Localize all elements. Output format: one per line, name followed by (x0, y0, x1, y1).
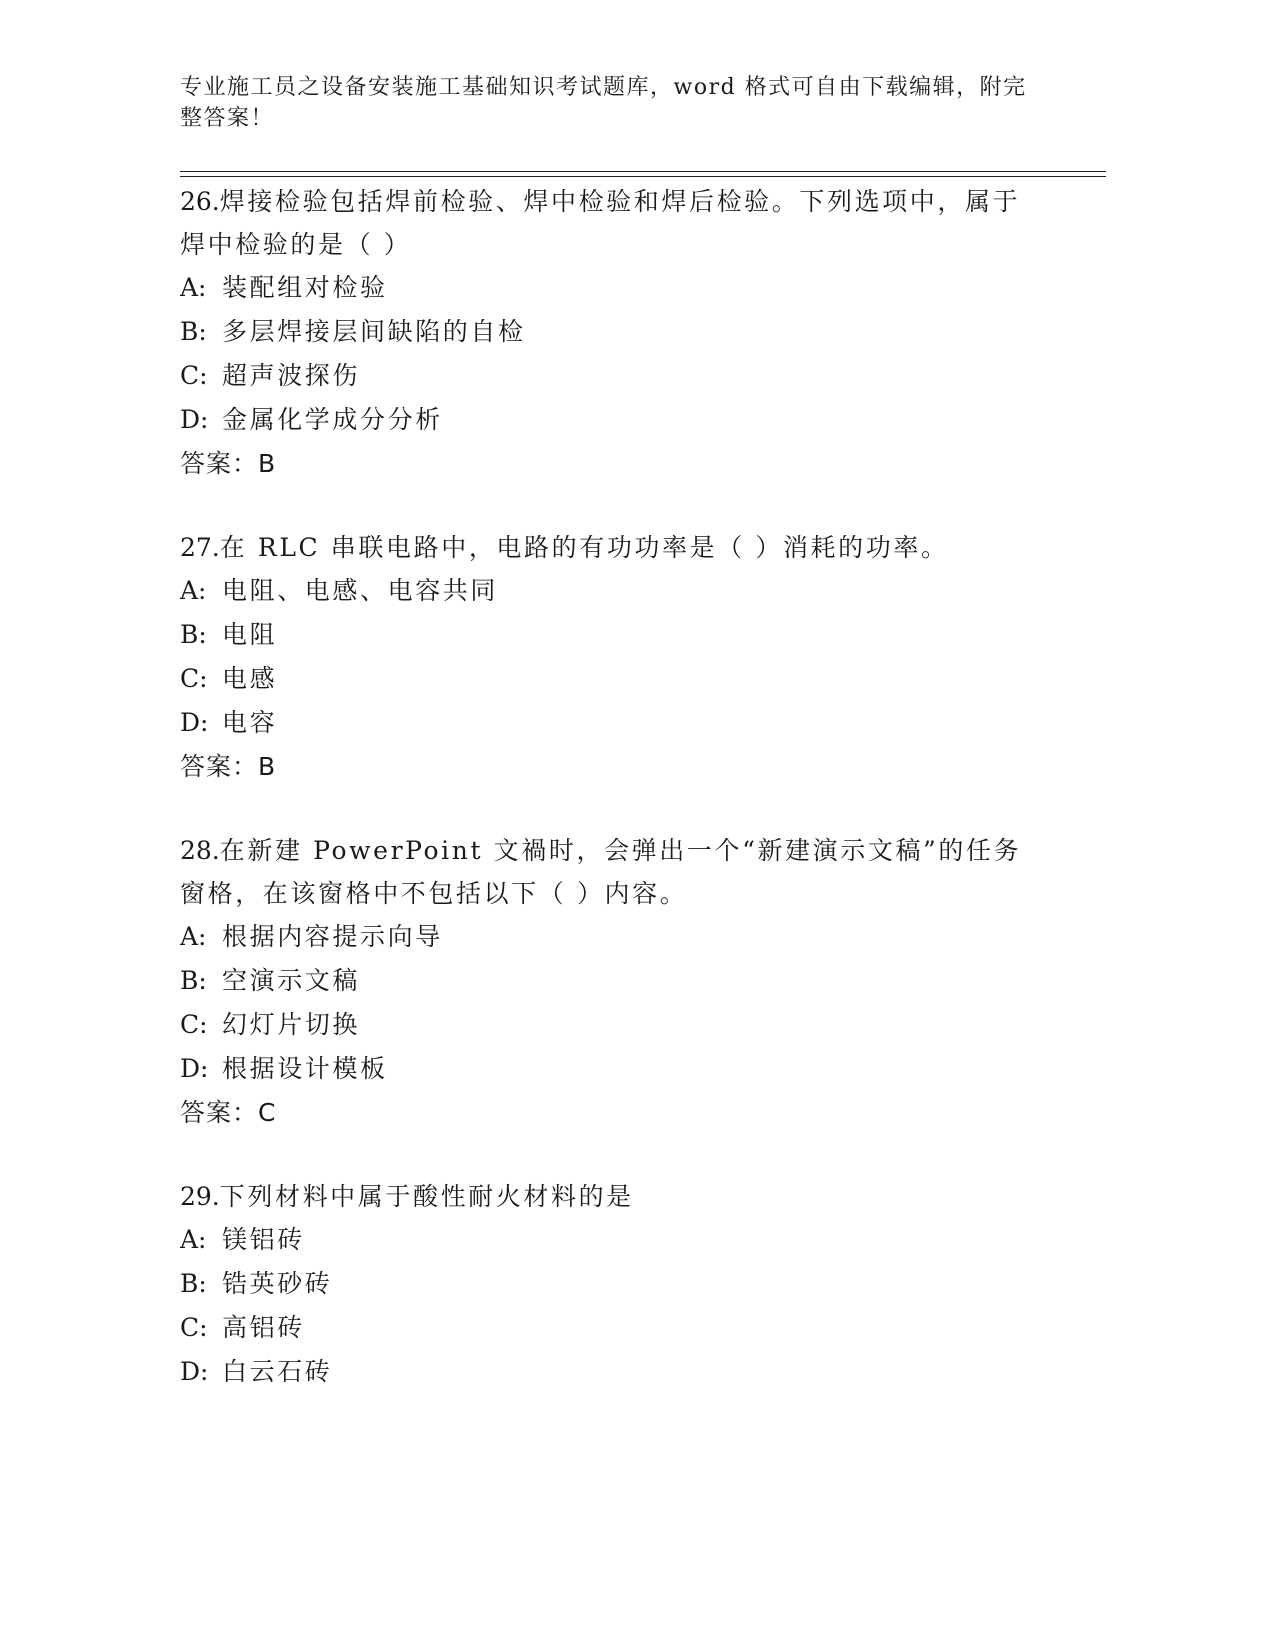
option-text: 电容 (222, 708, 278, 737)
option-letter: D: (180, 405, 209, 434)
question-27 (180, 526, 1040, 788)
option-letter: D: (180, 1357, 209, 1386)
option-d (180, 1350, 1040, 1394)
option-letter: D: (180, 1054, 209, 1083)
option-text: 根据内容提示向导 (222, 922, 443, 951)
option-text: 多层焊接层间缺陷的自检 (222, 317, 526, 346)
option-text: 装配组对检验 (222, 273, 388, 302)
option-a (180, 569, 1040, 613)
option-d (180, 1047, 1040, 1091)
question-text: 在 RLC 串联电路中，电路的有功功率是（ ）消耗的功率。 (219, 533, 949, 562)
question-26 (180, 180, 1040, 485)
option-text: 高铝砖 (222, 1313, 305, 1342)
answer-line: 答案：C (180, 1098, 277, 1127)
header-divider-top (180, 171, 1106, 172)
option-letter: A: (180, 576, 207, 605)
option-c (180, 1003, 1040, 1047)
option-a (180, 266, 1040, 310)
header-note: 专业施工员之设备安装施工基础知识考试题库，word 格式可自由下载编辑，附完整答案！ (180, 75, 1027, 131)
option-c (180, 354, 1040, 398)
option-text: 电感 (222, 664, 278, 693)
option-text: 超声波探伤 (222, 361, 361, 390)
option-letter: B: (180, 620, 207, 649)
question-text: 下列材料中属于酸性耐火材料的是 (219, 1182, 634, 1211)
answer-line: 答案：B (180, 752, 277, 781)
option-text: 根据设计模板 (222, 1054, 388, 1083)
question-28 (180, 829, 1040, 1134)
option-text: 镁铝砖 (222, 1225, 305, 1254)
option-a (180, 1218, 1040, 1262)
question-stem (180, 829, 1040, 915)
option-a (180, 915, 1040, 959)
question-stem (180, 526, 1040, 569)
question-stem (180, 180, 1040, 266)
option-c (180, 657, 1040, 701)
option-text: 金属化学成分分析 (222, 405, 443, 434)
option-text: 锆英砂砖 (222, 1269, 333, 1298)
question-29 (180, 1175, 1040, 1394)
question-text: 在新建 PowerPoint 文禍时，会弹出一个“新建演示文稿”的任务窗格，在该窗格中不包括以下（ ）内容。 (180, 836, 1022, 908)
option-letter: B: (180, 966, 207, 995)
option-d (180, 701, 1040, 745)
option-letter: C: (180, 361, 208, 390)
question-number: 27. (180, 533, 220, 562)
question-number: 26. (180, 187, 220, 216)
option-letter: A: (180, 922, 207, 951)
option-letter: B: (180, 317, 207, 346)
option-letter: A: (180, 273, 207, 302)
option-letter: A: (180, 1225, 207, 1254)
question-number: 28. (180, 836, 220, 865)
option-b (180, 959, 1040, 1003)
option-letter: C: (180, 664, 208, 693)
option-b (180, 613, 1040, 657)
option-b (180, 310, 1040, 354)
option-letter: C: (180, 1010, 208, 1039)
option-text: 白云石砖 (222, 1357, 333, 1386)
question-text: 焊接检验包括焊前检验、焊中检验和焊后检验。下列选项中，属于焊中检验的是（ ） (180, 187, 1021, 259)
option-c (180, 1306, 1040, 1350)
option-d (180, 398, 1040, 442)
option-letter: C: (180, 1313, 208, 1342)
answer-line: 答案：B (180, 449, 277, 478)
option-text: 电阻、电感、电容共同 (222, 576, 499, 605)
option-text: 幻灯片切换 (222, 1010, 361, 1039)
option-text: 电阻 (222, 620, 278, 649)
option-b (180, 1262, 1040, 1306)
option-letter: B: (180, 1269, 207, 1298)
option-text: 空演示文稿 (222, 966, 361, 995)
header-divider-bottom (180, 176, 1106, 177)
question-stem (180, 1175, 1040, 1218)
option-letter: D: (180, 708, 209, 737)
question-number: 29. (180, 1182, 220, 1211)
question-list (180, 180, 1040, 1435)
